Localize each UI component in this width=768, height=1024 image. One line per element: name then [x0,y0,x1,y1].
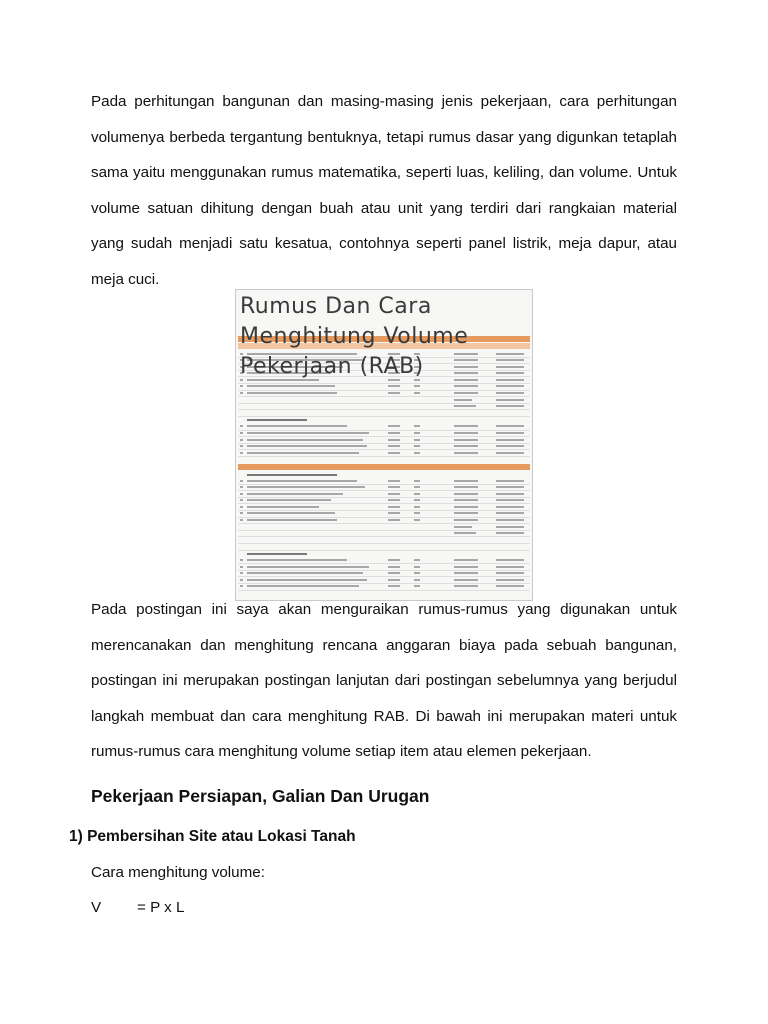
subsection-heading: 1) Pembersihan Site atau Lokasi Tanah [69,828,356,845]
figure-title: Rumus Dan Cara Menghitung Volume Pekerjaan (RAB) [240,294,469,379]
volume-formula [91,899,184,916]
rab-table-image [235,289,533,601]
formula-expression: = P x L [137,899,185,916]
intro-paragraph: Pada perhitungan bangunan dan masing-masing jenis pekerjaan, cara perhitungan volumenya berbeda tergantung bentuknya, tetapi rumus dasar yang digunkan tetaplah sama yaitu menggunakan rumus matematika, seperti luas, keliling, dan volume. Untuk volume satuan dihitung dengan buah atau unit yang terdiri dari rangkaian material yang sudah menjadi satu kesatua, contohnya seperti panel listrik, meja dapur, atau meja cuci. [91,93,677,288]
explanation-paragraph: Pada postingan ini saya akan menguraikan rumus-rumus yang digunakan untuk merencanakan dan menghitung rencana anggaran biaya pada sebuah bangunan, postingan ini merupakan postingan lanjutan dari postingan sebelumnya yang berjudul langkah membuat dan cara menghitung RAB. Di bawah ini merupakan materi untuk rumus-rumus cara menghitung volume setiap item atau elemen pekerjaan. [91,601,677,761]
formula-variable: V [91,899,102,916]
section-heading: Pekerjaan Persiapan, Galian Dan Urugan [91,786,430,806]
table-lower [238,464,530,591]
method-label: Cara menghitung volume: [91,864,265,881]
